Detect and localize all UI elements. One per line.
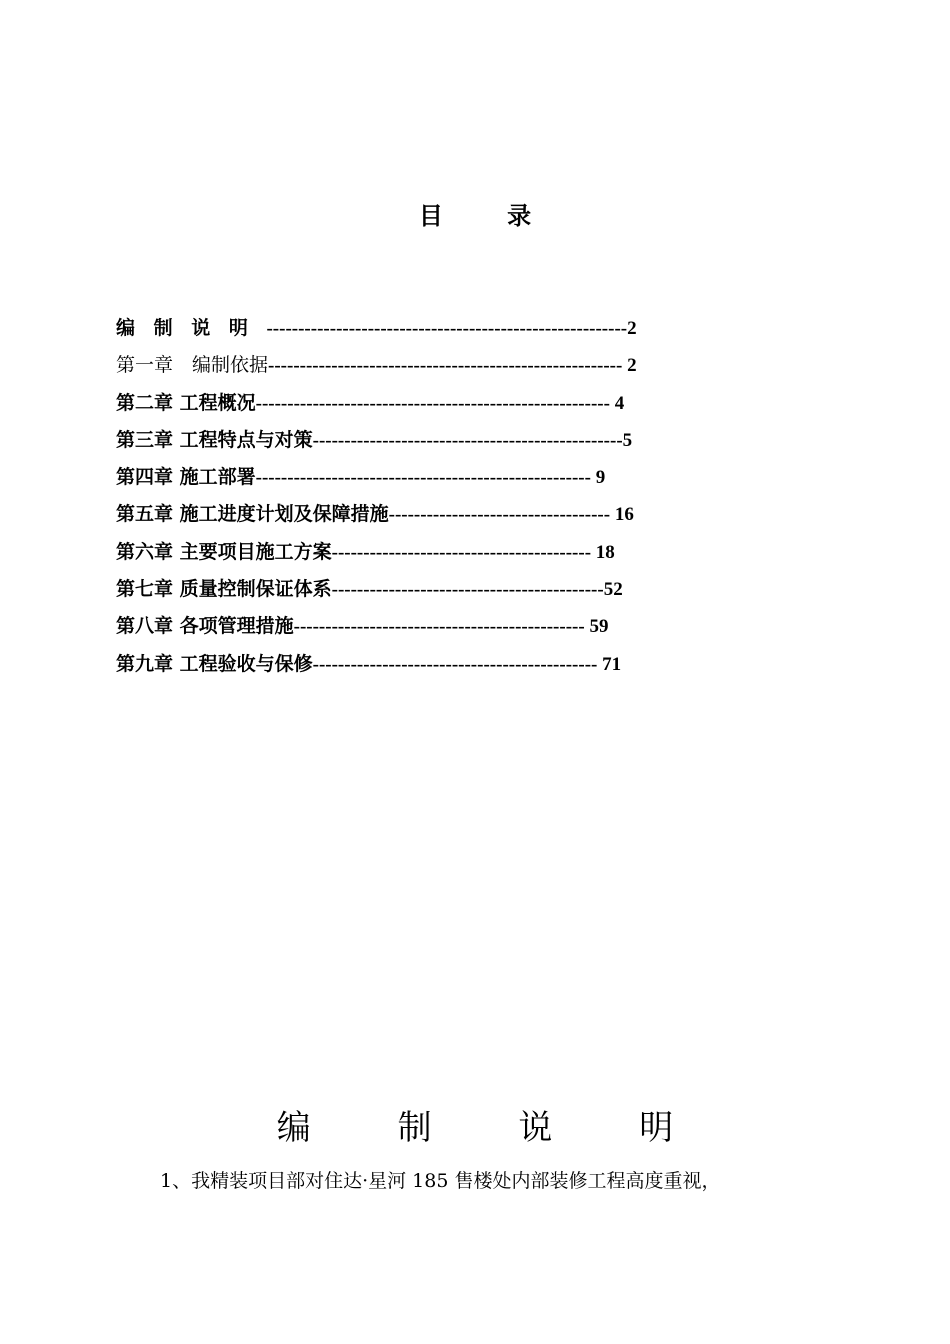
toc-entry[interactable] <box>116 537 756 574</box>
toc-page-number: 71 <box>597 653 622 675</box>
toc-entry-label: 第九章 工程验收与保修 <box>116 652 313 675</box>
toc-leader-dots: ----------------------------------- <box>388 504 611 526</box>
toc-entry[interactable] <box>116 649 756 686</box>
toc-page-number: 5 <box>622 429 633 451</box>
toc-page-number: 52 <box>603 579 623 601</box>
toc-entry-label: 第一章 编制依据 <box>116 354 269 377</box>
toc-title: 目 录 <box>418 202 560 230</box>
toc-leader-dots: ------------------------------------------- <box>331 579 604 601</box>
toc-entry[interactable] <box>116 574 756 611</box>
toc-leader-dots: ----------------------------------------- <box>331 541 592 563</box>
toc-page-number: 9 <box>590 467 606 489</box>
toc-entry[interactable] <box>116 499 756 536</box>
toc-entry-label: 第八章 各项管理措施 <box>116 615 294 638</box>
toc-leader-dots: --------------------------------------------------------- <box>266 318 628 339</box>
toc-entry-label: 第五章 施工进度计划及保障措施 <box>116 503 389 526</box>
table-of-contents <box>116 313 756 686</box>
toc-leader-dots: ---------------------------------------------- <box>293 616 585 638</box>
toc-leader-dots: -------------------------------------------------------- <box>268 355 623 377</box>
section-title: 编 制 说 明 <box>276 1108 712 1148</box>
body-paragraph: 1、我精装项目部对住达·星河 185 售楼处内部装修工程高度重视， <box>160 1170 721 1192</box>
toc-entry-label: 第三章 工程特点与对策 <box>116 428 313 451</box>
toc-leader-dots: ----------------------------------------------------- <box>255 467 591 489</box>
toc-entry[interactable] <box>116 388 756 425</box>
toc-entry[interactable] <box>116 350 756 387</box>
toc-leader-dots: --------------------------------------------- <box>312 653 598 675</box>
toc-entry-label: 编 制 说 明 <box>116 317 267 339</box>
toc-leader-dots: -------------------------------------------------------- <box>255 392 610 414</box>
toc-entry-label: 第二章 工程概况 <box>116 391 256 414</box>
toc-page-number: 59 <box>584 616 609 638</box>
toc-entry[interactable] <box>116 611 756 648</box>
toc-entry-label: 第四章 施工部署 <box>116 466 256 489</box>
toc-entry[interactable] <box>116 425 756 462</box>
toc-page-number: 18 <box>591 541 615 563</box>
toc-page-number: 2 <box>627 318 637 339</box>
toc-page-number: 2 <box>622 355 637 377</box>
toc-entry[interactable] <box>116 313 756 350</box>
toc-entry-label: 第六章 主要项目施工方案 <box>116 540 332 563</box>
toc-page-number: 4 <box>609 392 625 414</box>
toc-leader-dots: ------------------------------------------------- <box>312 429 623 451</box>
toc-page-number: 16 <box>610 504 634 526</box>
toc-entry[interactable] <box>116 462 756 499</box>
toc-entry-label: 第七章 质量控制保证体系 <box>116 578 332 601</box>
